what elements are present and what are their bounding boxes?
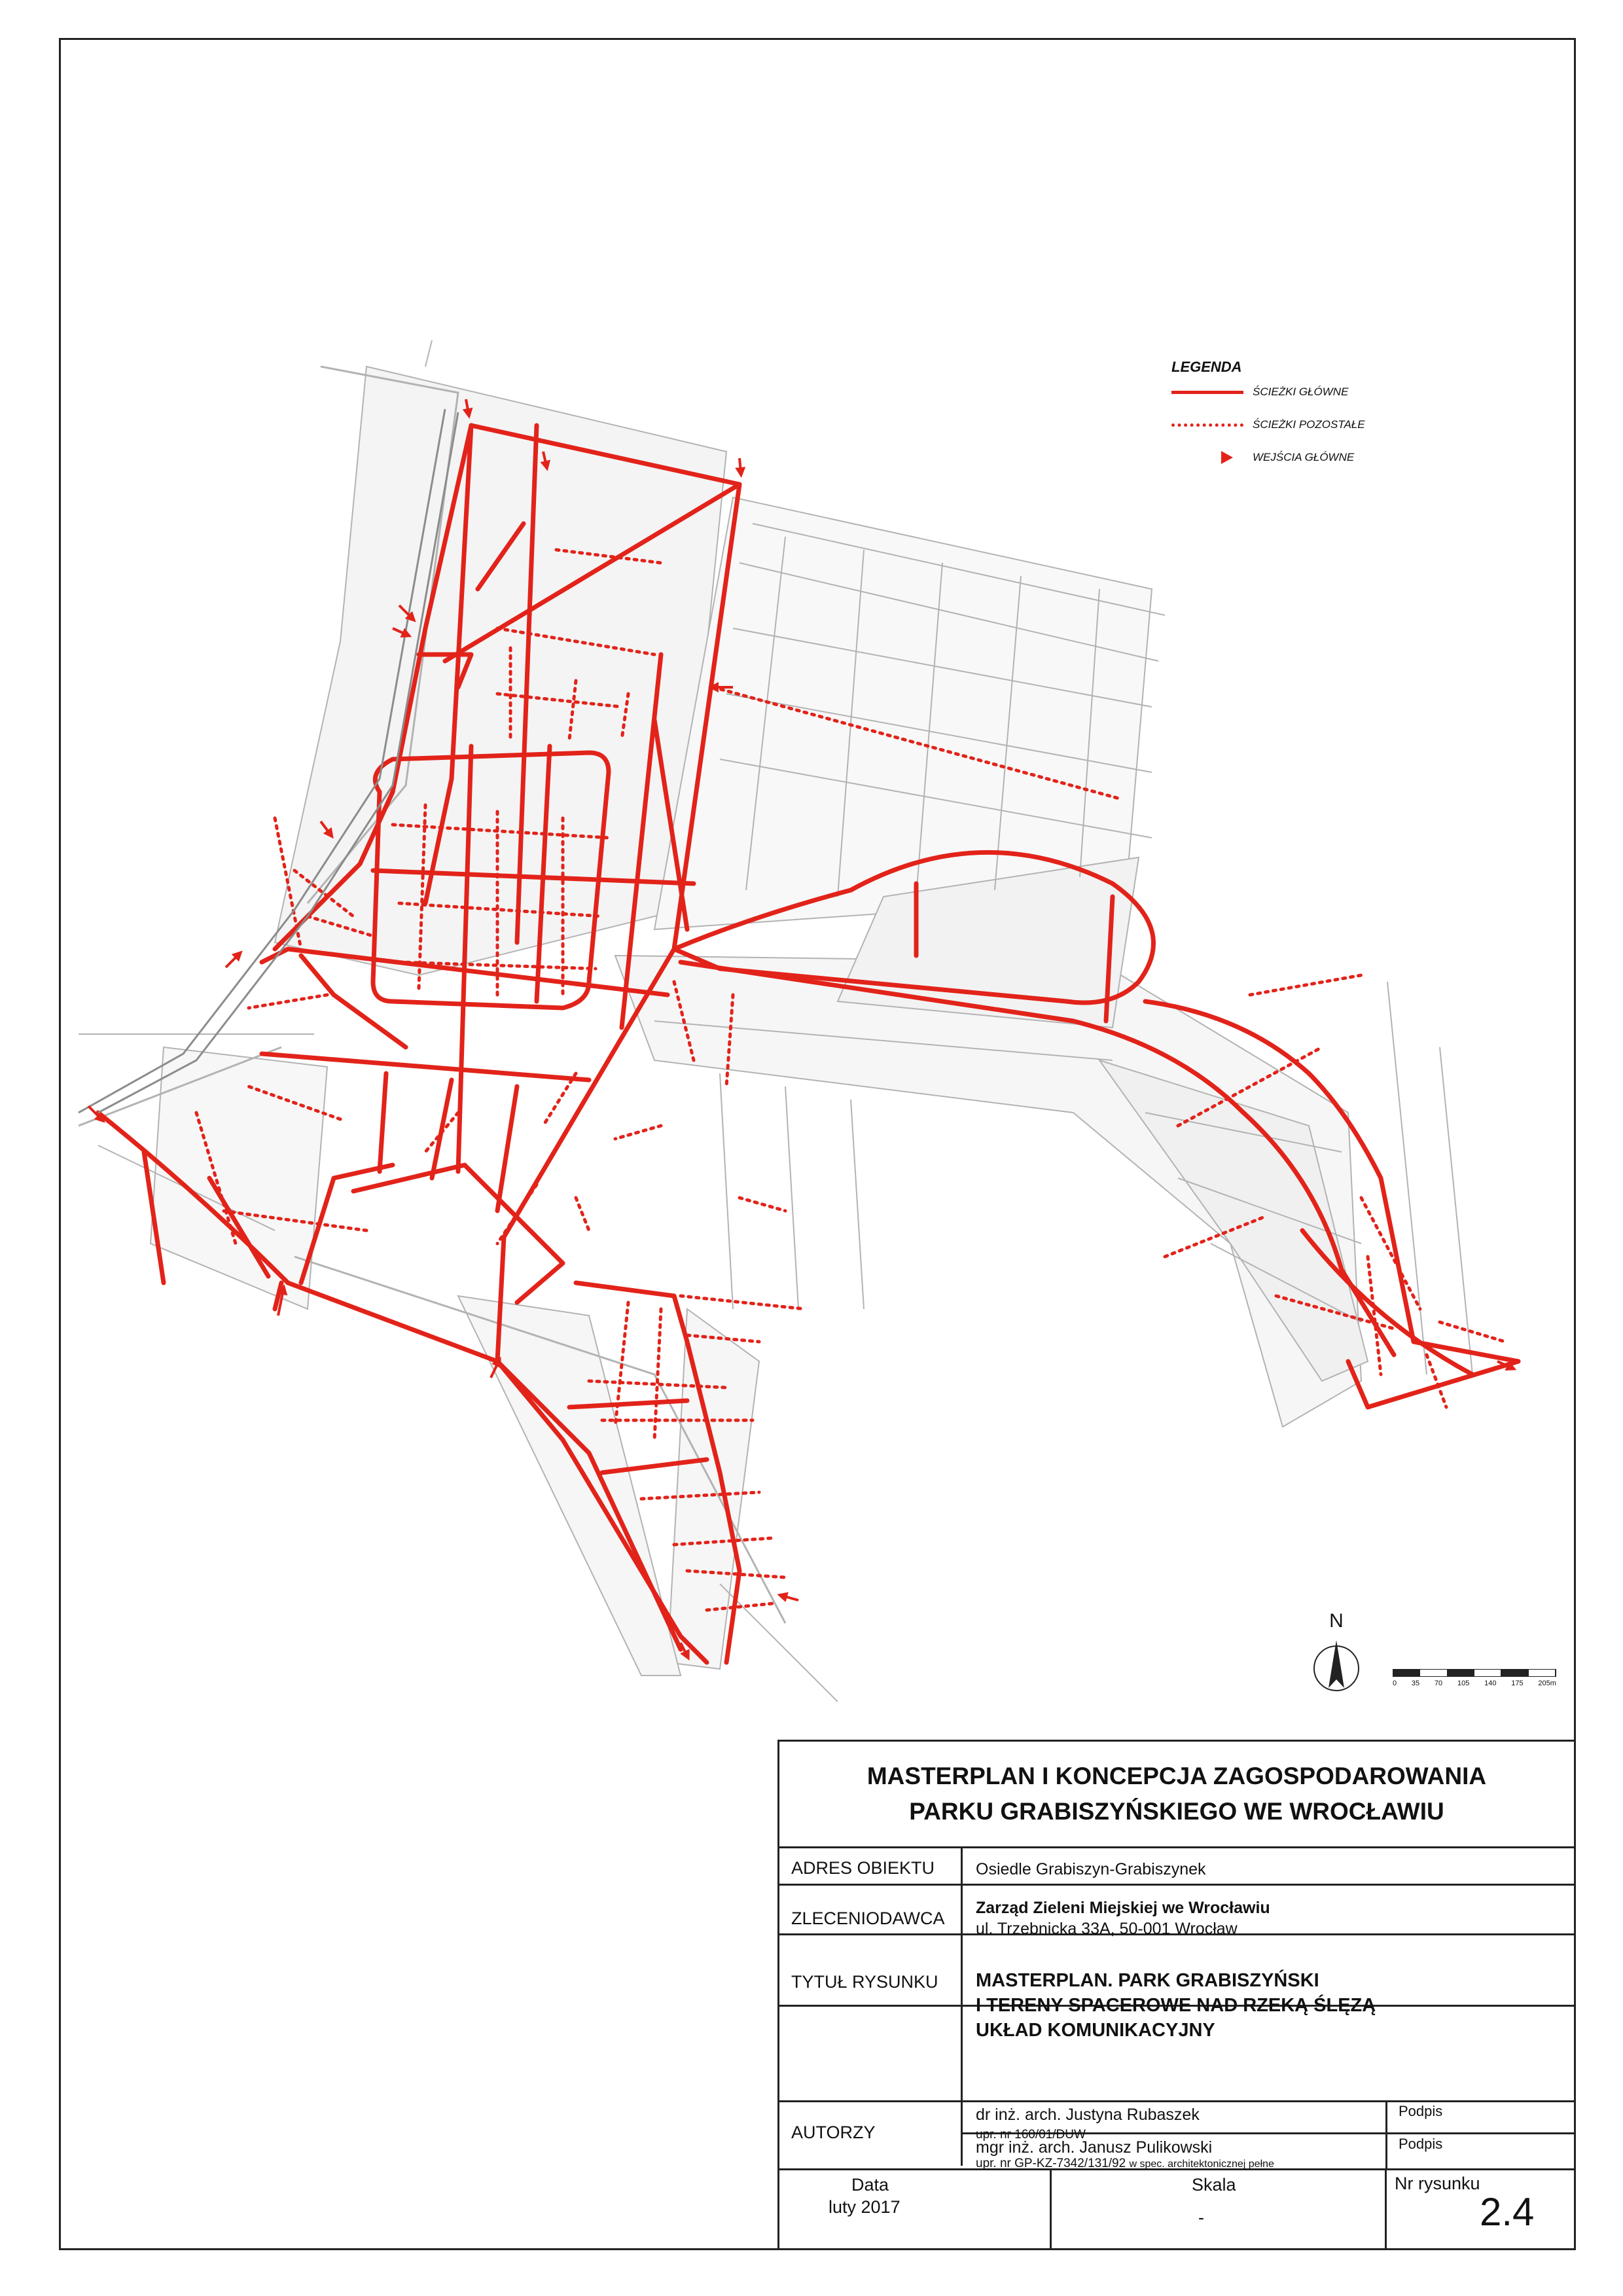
project-title-line2: PARKU GRABISZYŃSKIEGO WE WROCŁAWIU <box>909 1798 1444 1825</box>
project-title <box>779 1742 1574 1848</box>
address-value: Osiedle Grabiszyn-Grabiszynek <box>976 1860 1206 1878</box>
author-2-note: w spec. architektonicznej pełne <box>1129 2159 1274 2170</box>
client-label: ZLECENIODAWCA <box>791 1909 945 1928</box>
author-2-license: upr. nr GP-KZ-7342/131/92 w spec. architektonicznej pełne <box>976 2157 1274 2170</box>
author-2-name: mgr inż. arch. Janusz Pulikowski <box>976 2138 1213 2157</box>
legend-label: WEJŚCIA GŁÓWNE <box>1253 451 1355 463</box>
solid-line-icon <box>1171 386 1243 399</box>
project-title-line1: MASTERPLAN I KONCEPCJA ZAGOSPODAROWANIA <box>866 1763 1487 1789</box>
author-2-signature-label: Podpis <box>1399 2136 1443 2152</box>
legend-title: LEGENDA <box>1171 359 1242 375</box>
scale-bar <box>1393 1669 1556 1687</box>
author-1-signature-label: Podpis <box>1399 2103 1443 2119</box>
drawing-number-value: 2.4 <box>1480 2190 1535 2234</box>
drawing-number-label: Nr rysunku <box>1395 2174 1480 2193</box>
drawing-title-line3: UKŁAD KOMUNIKACYJNY <box>976 2020 1215 2041</box>
legend-item-secondary-paths <box>1171 408 1446 441</box>
north-label: N <box>1329 1610 1344 1632</box>
scale-label: Skala <box>1192 2175 1236 2195</box>
scale-value: - <box>1198 2208 1204 2227</box>
legend-label: ŚCIEŻKI GŁÓWNE <box>1253 386 1349 398</box>
legend-item-main-paths <box>1171 376 1446 408</box>
triangle-arrow-icon <box>1171 451 1243 464</box>
legend <box>1171 359 1446 474</box>
dotted-line-icon <box>1171 418 1243 431</box>
author-1-name: dr inż. arch. Justyna Rubaszek <box>976 2106 1200 2124</box>
north-arrow <box>1310 1610 1363 1708</box>
client-name: Zarząd Zieleni Miejskiej we Wrocławiu <box>976 1899 1270 1917</box>
date-label: Data <box>851 2175 889 2195</box>
client-address: ul. Trzebnicka 33A, 50-001 Wrocław <box>976 1920 1238 1938</box>
drawing-title-line2: I TERENY SPACEROWE NAD RZEKĄ ŚLĘZĄ <box>976 1995 1376 2016</box>
scale-bar-graphic <box>1393 1669 1556 1677</box>
address-label: ADRES OBIEKTU <box>791 1858 935 1878</box>
drawing-title-line1: MASTERPLAN. PARK GRABISZYŃSKI <box>976 1970 1319 1991</box>
author-1-license: upr. nr 160/01/DUW <box>976 2128 1086 2142</box>
drawing-title-label: TYTUŁ RYSUNKU <box>791 1972 938 1992</box>
legend-item-entrances <box>1171 441 1446 474</box>
scale-ticks: 0 35 70 105 140 175 205m <box>1393 1679 1556 1687</box>
authors-label: AUTORZY <box>791 2123 876 2142</box>
date-value: luty 2017 <box>829 2197 901 2217</box>
base-map <box>79 340 1472 1702</box>
compass-icon <box>1310 1632 1363 1704</box>
title-block <box>777 1740 1576 2250</box>
legend-label: ŚCIEŻKI POZOSTAŁE <box>1253 418 1365 431</box>
